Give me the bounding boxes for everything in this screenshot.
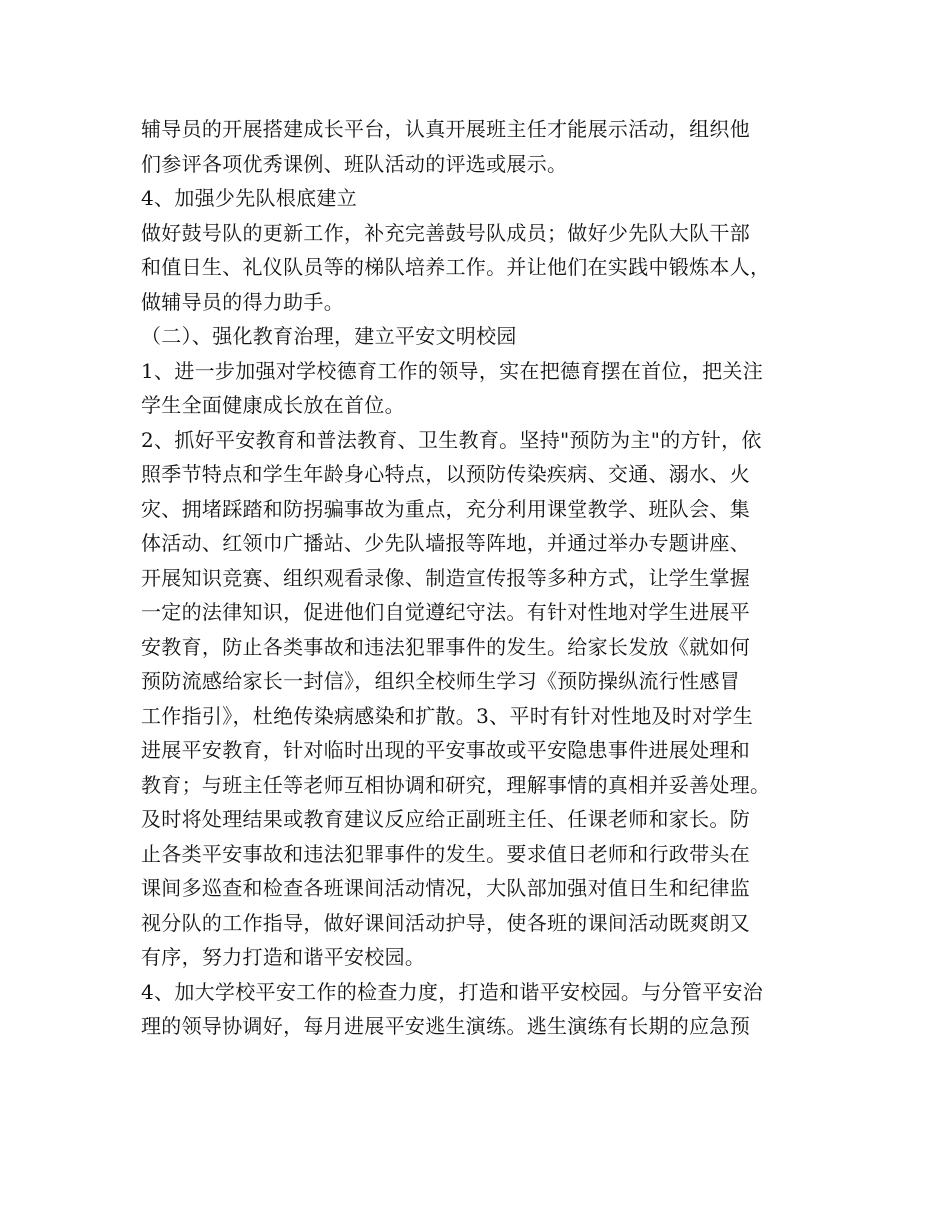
text-line: 理的领导协调好，每月进展平安逃生演练。逃生演练有长期的应急预 xyxy=(141,1014,750,1038)
text-line: 和值日生、礼仪队员等的梯队培养工作。并让他们在实践中锻炼本人， xyxy=(141,255,771,279)
text-line: 做好鼓号队的更新工作，补充完善鼓号队成员；做好少先队大队干部 xyxy=(141,220,750,245)
section-heading: 4、加强少先队根底建立 xyxy=(141,186,358,210)
text-line: 辅导员的开展搭建成长平台，认真开展班主任才能展示活动，组织他 xyxy=(141,117,750,141)
text-line: 学生全面健康成长放在首位。 xyxy=(141,393,405,417)
text-line: 照季节特点和学生年龄身心特点，以预防传染疾病、交通、溺水、火 xyxy=(141,462,750,486)
text-line: 教育；与班主任等老师互相协调和研究，理解事情的真相并妥善处理。 xyxy=(141,772,771,797)
document-body xyxy=(141,112,831,1044)
text-line: 开展知识竞赛、组织观看录像、制造宣传报等多种方式，让学生掌握 xyxy=(141,565,750,590)
text-line: 止各类平安事故和违法犯罪事件的发生。要求值日老师和行政带头在 xyxy=(141,841,750,866)
text-line: 进展平安教育，针对临时出现的平安事故或平安隐患事件进展处理和 xyxy=(141,738,750,762)
text-line: 2、抓好平安教育和普法教育、卫生教育。坚持"预防为主"的方针，依 xyxy=(141,427,762,452)
text-line: 体活动、红领巾广播站、少先队墙报等阵地，并通过举办专题讲座、 xyxy=(141,531,750,555)
text-line: 做辅导员的得力助手。 xyxy=(141,289,344,314)
text-line: 视分队的工作指导，做好课间活动护导，使各班的课间活动既爽朗又 xyxy=(141,910,750,935)
text-line: 灾、拥堵踩踏和防拐骗事故为重点，充分利用课堂教学、班队会、集 xyxy=(141,496,750,521)
text-line: 4、加大学校平安工作的检查力度，打造和谐平安校园。与分管平安治 xyxy=(141,979,764,1004)
text-line: 一定的法律知识，促进他们自觉遵纪守法。有针对性地对学生进展平 xyxy=(141,600,750,624)
section-heading: （二）、强化教育治理，建立平安文明校园 xyxy=(141,324,517,348)
text-line: 预防流感给家长一封信》，组织全校师生学习《预防操纵流行性感冒 xyxy=(141,669,740,693)
text-line: 们参评各项优秀课例、班队活动的评选或展示。 xyxy=(141,151,568,176)
text-line: 课间多巡查和检查各班课间活动情况，大队部加强对值日生和纪律监 xyxy=(141,876,750,900)
text-line: 1、进一步加强对学校德育工作的领导，实在把德育摆在首位，把关注 xyxy=(141,358,764,383)
text-line: 工作指引》，杜绝传染病感染和扩散。3、平时有针对性地及时对学生 xyxy=(141,703,754,728)
text-line: 安教育，防止各类事故和违法犯罪事件的发生。给家长发放《就如何 xyxy=(141,634,750,659)
text-line: 及时将处理结果或教育建议反应给正副班主任、任课老师和家长。防 xyxy=(141,807,750,831)
text-line: 有序，努力打造和谐平安校园。 xyxy=(141,945,426,969)
